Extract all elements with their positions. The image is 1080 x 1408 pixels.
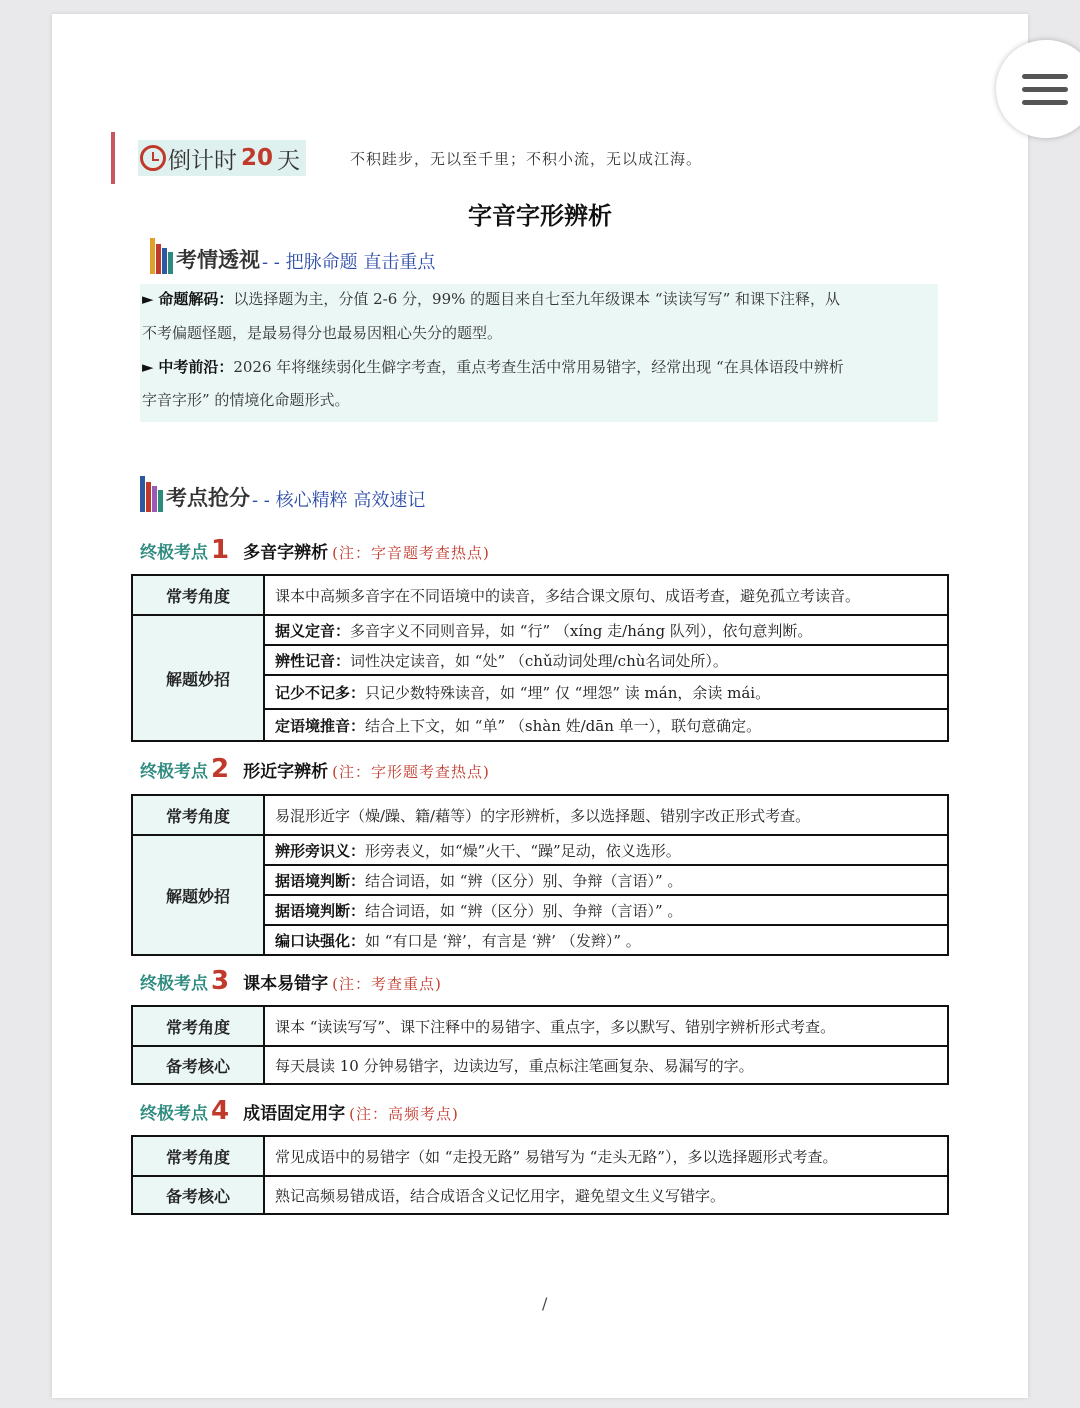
- tip-row: 定语境推音：结合上下文，如 “单” （shàn 姓/dān 单一），联句意确定。: [264, 709, 948, 741]
- row-header: 常考角度: [132, 1136, 264, 1176]
- tip-row: 据语境判断：结合词语，如 “辨（区分）别、争辩（言语）” 。: [264, 895, 948, 925]
- keypoint-label: 终极考点: [140, 974, 208, 994]
- info-text: 2026 年将继续弱化生僻字考查，重点考查生活中常用易错字，经常出现 “在具体语段中辨析: [233, 358, 844, 376]
- clock-icon: [140, 145, 166, 171]
- keypoint-table: [131, 1005, 949, 1085]
- row-header: 备考核心: [132, 1046, 264, 1084]
- row-text: 每天晨读 10 分钟易错字，边读边写，重点标注笔画复杂、易漏写的字。: [264, 1046, 948, 1084]
- keypoint-table: [131, 574, 949, 742]
- info-line: 不考偏题怪题，是最易得分也最易因粗心失分的题型。: [142, 324, 503, 342]
- keypoint-note: (注：字音题考查热点): [332, 544, 490, 562]
- keypoint-heading: [140, 754, 490, 784]
- keypoint-title: 多音字辨析: [243, 543, 329, 563]
- keypoint-heading: [140, 535, 490, 565]
- row-header: 解题妙招: [132, 615, 264, 741]
- keypoint-number: 2: [211, 754, 230, 784]
- tip-row: 辨形旁识义：形旁表义，如“燥”火干、“躁”足动，依义选形。: [264, 835, 948, 865]
- row-header: 常考角度: [132, 575, 264, 615]
- row-text: 课本中高频多音字在不同语境中的读音，多结合课文原句、成语考查，避免孤立考读音。: [264, 575, 948, 615]
- row-header: 常考角度: [132, 1006, 264, 1046]
- keypoint-title: 形近字辨析: [243, 762, 329, 782]
- keypoint-label: 终极考点: [140, 762, 208, 782]
- row-header: 常考角度: [132, 795, 264, 835]
- row-header: 备考核心: [132, 1176, 264, 1214]
- info-label: 命题解码：: [158, 290, 234, 308]
- countdown-prefix: 倒计时: [168, 147, 237, 174]
- countdown-badge: [138, 140, 306, 176]
- countdown-days: 20: [241, 145, 274, 171]
- menu-bar-icon: [1022, 74, 1068, 79]
- tip-row: 编口诀强化：如 “有口是 ‘辩’，有言是 ‘辨’ （发辫）” 。: [264, 925, 948, 955]
- section-heading-keypoints: [140, 476, 425, 512]
- countdown-suffix: 天: [277, 147, 301, 174]
- tip-row: 记少不记多：只记少数特殊读音，如 “埋” 仅 “埋怨” 读 mán，余读 mái。: [264, 675, 948, 709]
- tip-row: 据语境判断：结合词语，如 “辨（区分）别、争辩（言语）” 。: [264, 865, 948, 895]
- info-line: ► 命题解码：以选择题为主，分值 2-6 分，99% 的题目来自七至九年级课本 “读读写写” 和课下注释，从: [142, 290, 841, 308]
- menu-bar-icon: [1022, 100, 1068, 105]
- row-text: 课本 “读读写写”、课下注释中的易错字、重点字，多以默写、错别字辨析形式考查。: [264, 1006, 948, 1046]
- keypoint-note: (注：高频考点): [349, 1105, 459, 1123]
- keypoint-table: [131, 794, 949, 956]
- keypoint-title: 成语固定用字: [243, 1104, 346, 1124]
- page-footer-mark: /: [542, 1294, 548, 1313]
- keypoint-number: 3: [211, 966, 230, 996]
- keypoint-number: 1: [211, 535, 230, 565]
- row-text: 常见成语中的易错字（如 “走投无路” 易错写为 “走头无路”），多以选择题形式考查。: [264, 1136, 948, 1176]
- section-heading-analysis: [150, 238, 435, 274]
- section-subtitle: - - 核心精粹 高效速记: [252, 490, 426, 511]
- keypoint-note: (注：考查重点): [332, 975, 442, 993]
- keypoint-note: (注：字形题考查热点): [332, 763, 490, 781]
- motto: 不积跬步，无以至千里；不积小流，无以成江海。: [350, 150, 703, 168]
- tip-row: 辨性记音：词性决定读音，如 “处” （chǔ动词处理/chù名词处所）。: [264, 645, 948, 675]
- section-title: 考点抢分: [166, 486, 250, 510]
- menu-bar-icon: [1022, 87, 1068, 92]
- keypoint-label: 终极考点: [140, 543, 208, 563]
- keypoint-table: [131, 1135, 949, 1215]
- page-title: 字音字形辨析: [468, 202, 612, 230]
- keypoint-number: 4: [211, 1096, 230, 1126]
- keypoint-label: 终极考点: [140, 1104, 208, 1124]
- keypoint-heading: [140, 966, 442, 996]
- section-subtitle: - - 把脉命题 直击重点: [262, 252, 436, 273]
- keypoint-heading: [140, 1096, 459, 1126]
- info-line: 字音字形” 的情境化命题形式。: [142, 391, 350, 409]
- row-header: 解题妙招: [132, 835, 264, 955]
- tip-row: 据义定音：多音字义不同则音异，如 “行” （xíng 走/háng 队列），依句意判断。: [264, 615, 948, 645]
- row-text: 易混形近字（燥/躁、籍/藉等）的字形辨析，多以选择题、错别字改正形式考查。: [264, 795, 948, 835]
- section-title: 考情透视: [176, 248, 260, 272]
- row-text: 熟记高频易错成语，结合成语含义记忆用字，避免望文生义写错字。: [264, 1176, 948, 1214]
- keypoint-title: 课本易错字: [243, 974, 329, 994]
- books-icon: [150, 238, 174, 274]
- info-label: 中考前沿：: [158, 358, 234, 376]
- header-accent-bar: [111, 132, 115, 184]
- info-text: 以选择题为主，分值 2-6 分，99% 的题目来自七至九年级课本 “读读写写” 和课下注释，从: [233, 290, 841, 308]
- books-icon: [140, 476, 164, 512]
- info-line: ► 中考前沿：2026 年将继续弱化生僻字考查，重点考查生活中常用易错字，经常出现 “在具体语段中辨析: [142, 358, 844, 376]
